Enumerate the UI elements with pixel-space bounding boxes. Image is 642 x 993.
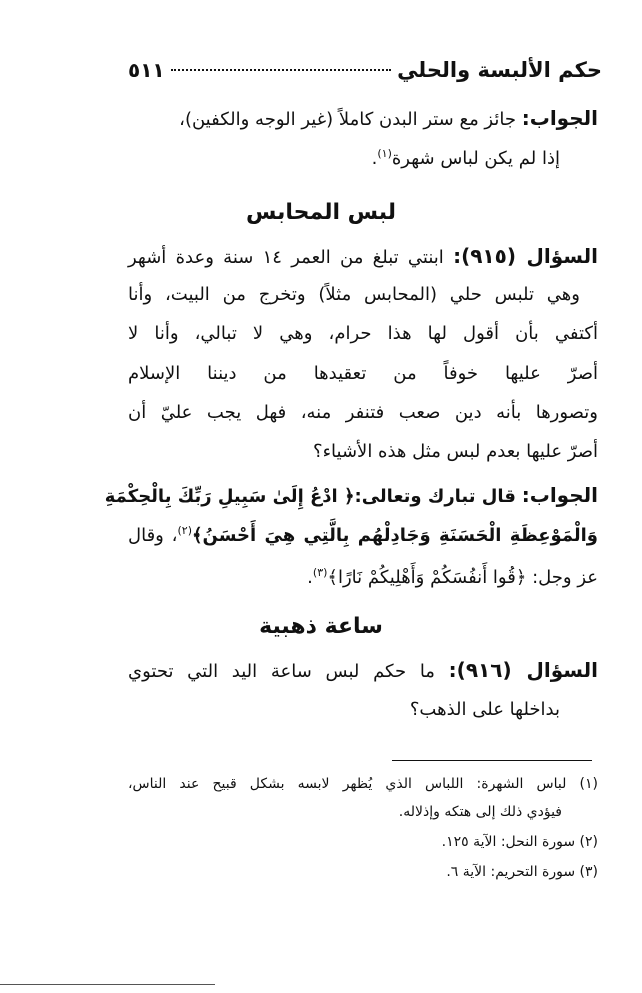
question-line-3: أكتفي بأن أقول لها هذا حرام، وهي لا تبالي، وأنا لا	[128, 323, 598, 344]
answer-line-4	[128, 522, 598, 550]
page-number: ٥١١	[128, 58, 165, 82]
question-line-6: أصرّ عليها بعدم لبس مثل هذه الأشياء؟	[313, 441, 598, 462]
page-edge-line	[0, 984, 215, 985]
answer-label: الجواب:	[521, 483, 598, 507]
footnote-2: (٢) سورة النحل: الآية ١٢٥.	[441, 834, 598, 850]
footnote-ref: (٢)	[177, 524, 192, 537]
answer-label: الجواب:	[521, 106, 598, 130]
answer-line-3	[104, 481, 598, 511]
footnote-ref: (٣)	[312, 566, 328, 579]
quran-verse: وَالْمَوْعِظَةِ الْحَسَنَةِ وَجَادِلْهُم بِالَّتِي هِيَ أَحْسَنُ﴾	[191, 525, 598, 546]
punctuation: .	[307, 567, 313, 588]
question-line-2: وهي تلبس حلي (المحابس مثلاً) وتخرج من البيت، وأنا	[128, 284, 580, 305]
running-header	[128, 58, 602, 88]
punctuation: .	[371, 148, 378, 169]
footnote-3: (٣) سورة التحريم: الآية ٦.	[446, 864, 598, 880]
question-label: السؤال (٩١٥):	[453, 244, 598, 268]
header-title: حكم الألبسة والحلي	[397, 58, 602, 82]
question-line-5: وتصورها بأنه دين صعب فتنفر منه، فهل يجب عليّ أن	[128, 402, 598, 423]
section-heading: لبس المحابس	[245, 200, 397, 225]
question-label: السؤال (٩١٦):	[448, 658, 598, 682]
section-heading: ساعة ذهبية	[259, 614, 383, 639]
answer-line-5	[307, 564, 598, 592]
footnote-1: (١) لباس الشهرة: اللباس الذي يُظهر لابسه بشكل قبيح عند الناس،	[128, 776, 598, 792]
footnote-1-continued: فيؤدي ذلك إلى هتكه وإذلاله.	[398, 804, 562, 820]
quran-verse: عز وجل: ﴿قُوا أَنفُسَكُمْ وَأَهْلِيكُمْ نَارًا﴾	[327, 567, 598, 588]
answer-text: جائز مع ستر البدن كاملاً (غير الوجه والكفين)،	[179, 109, 516, 130]
question-line-4: أصرّ عليها خوفاً من تعقيدها من ديننا الإسلام	[128, 363, 598, 384]
answer-text: إذا لم يكن لباس شهرة	[391, 148, 560, 169]
question-text: ابنتي تبلغ من العمر ١٤ سنة وعدة أشهر	[128, 247, 444, 268]
answer-line-2	[372, 145, 560, 173]
quran-verse: قال تبارك وتعالى:﴿ ادْعُ إِلَىٰ سَبِيلِ رَبِّكَ بِالْحِكْمَةِ	[104, 486, 516, 507]
answer-line-1	[179, 104, 598, 134]
answer-text: ، وقال	[128, 525, 178, 546]
question-line-8: بداخلها على الذهب؟	[409, 699, 560, 720]
question-line-1	[128, 242, 598, 272]
footnote-separator	[392, 760, 592, 761]
footnote-ref: (١)	[377, 147, 392, 160]
question-line-7	[128, 656, 598, 686]
header-dot-leader	[171, 69, 391, 71]
question-text: ما حكم لبس ساعة اليد التي تحتوي	[128, 661, 435, 682]
